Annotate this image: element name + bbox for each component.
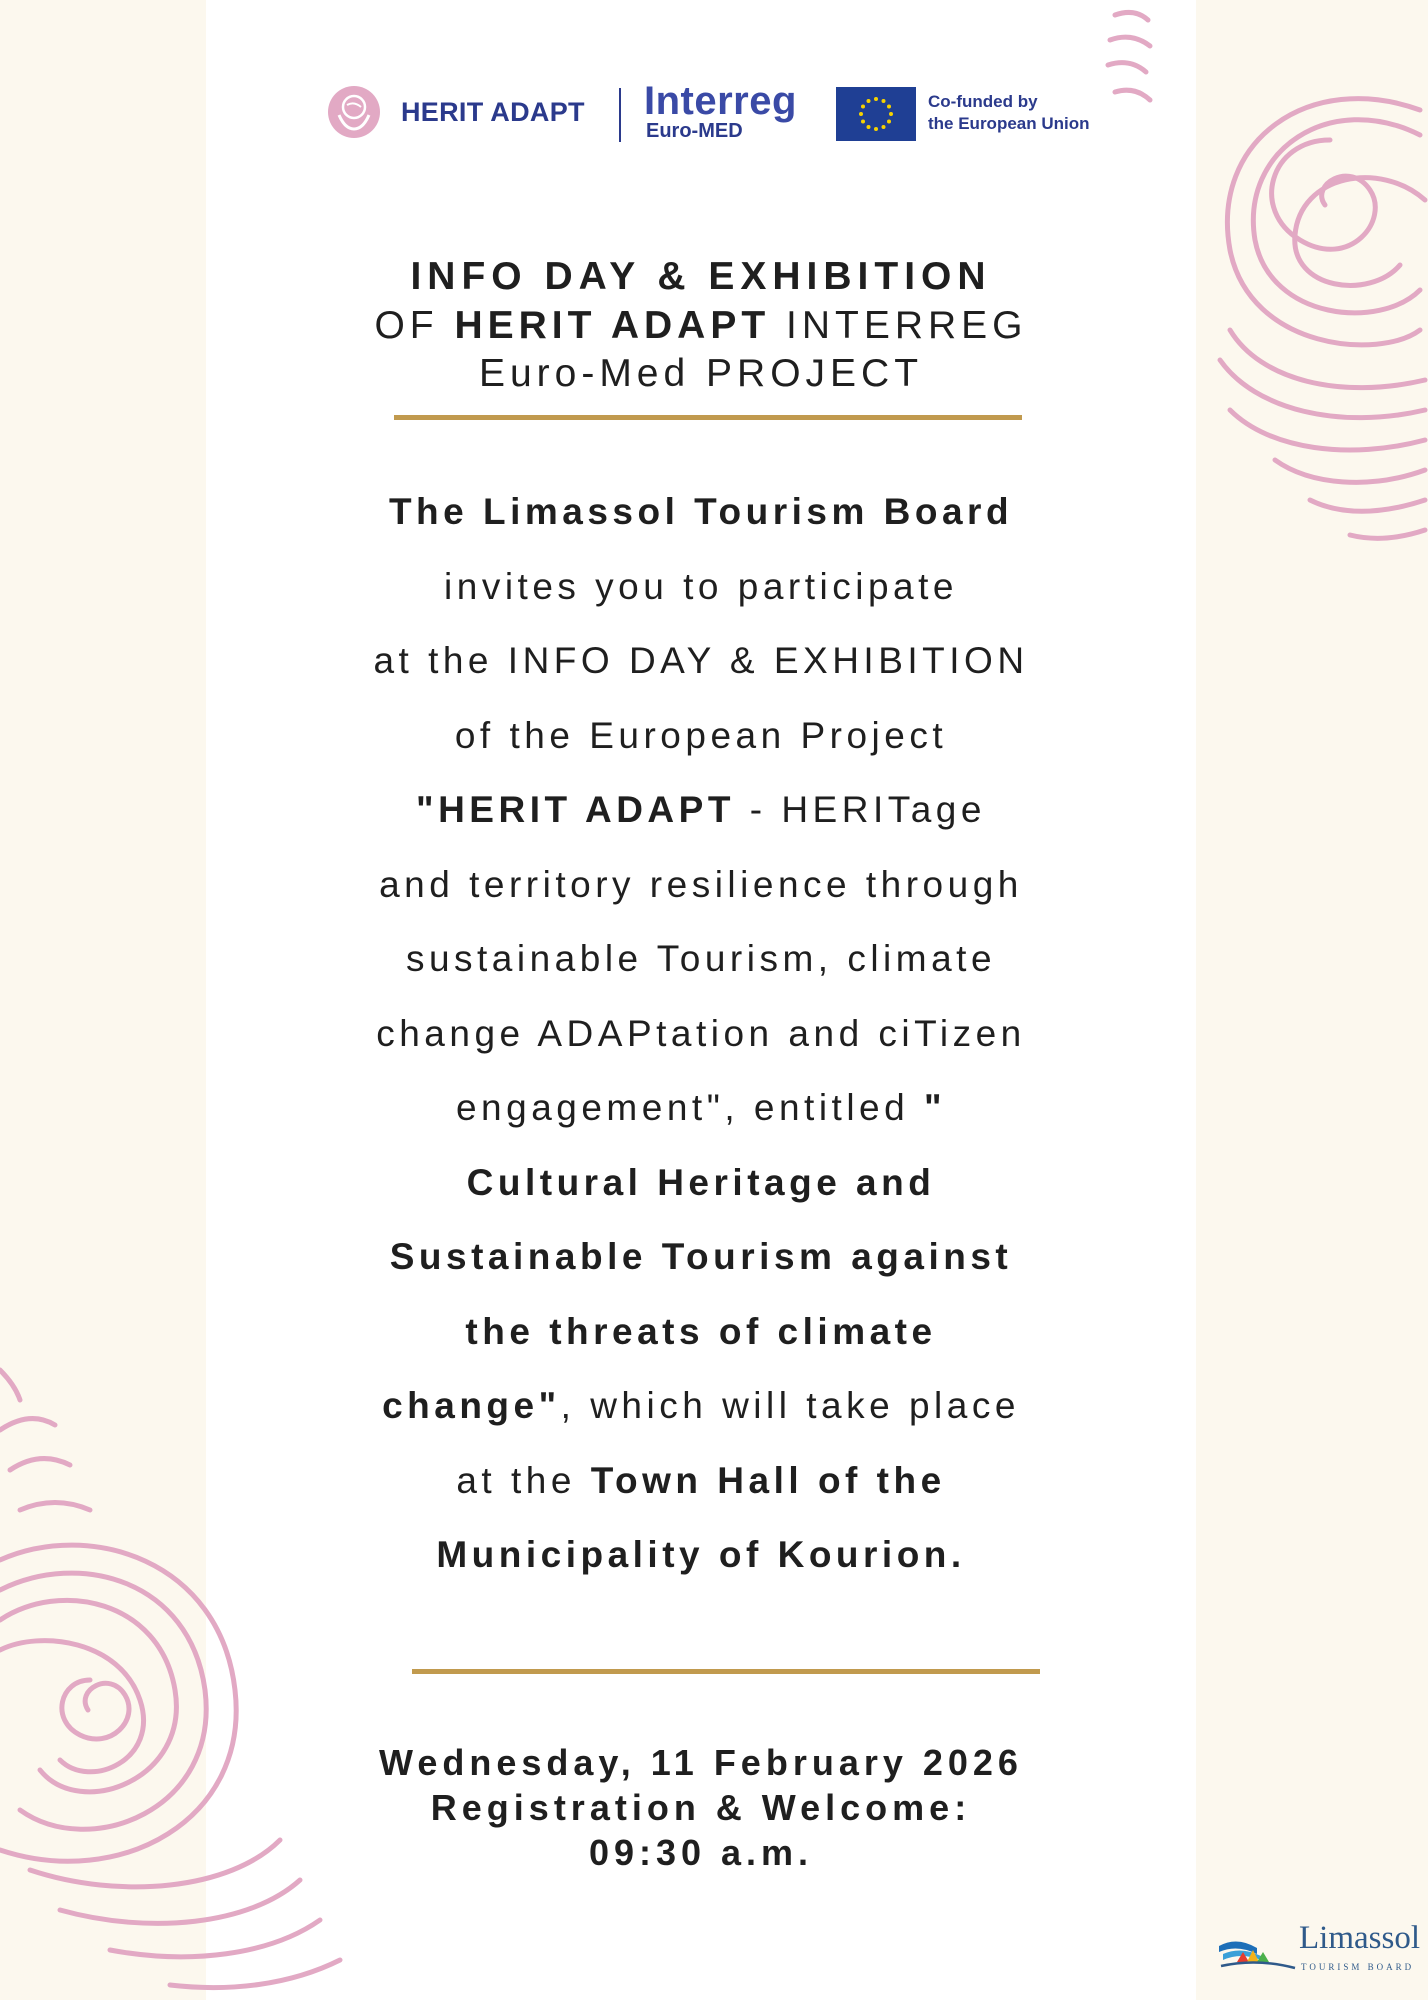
- body-line-12: [206, 1295, 1196, 1370]
- limassol-name: Limassol: [1299, 1920, 1420, 1956]
- title-line-2: [206, 302, 1196, 350]
- body-line-4: of the European Project: [454, 714, 948, 756]
- body-line-10: [206, 1146, 1196, 1221]
- partner-logos: [327, 79, 1107, 148]
- limassol-wave-icon: [1217, 1928, 1297, 1978]
- body-line-1-bold: The Limassol Tourism Board: [388, 491, 1014, 532]
- euromed-label: Euro-MED: [646, 120, 743, 142]
- title-line-2-bold: HERIT ADAPT: [454, 304, 771, 347]
- cofunded-line-2: the European Union: [928, 114, 1090, 133]
- event-date: Wednesday, 11 February 2026: [379, 1742, 1023, 1783]
- cofunded-text: [928, 91, 1090, 135]
- body-line-14-pre: at the: [456, 1459, 591, 1501]
- body-line-13-rest: , which will take place: [560, 1385, 1020, 1426]
- herit-adapt-logo: [327, 85, 585, 139]
- logo-separator: [619, 88, 621, 142]
- title-line-1: INFO DAY & EXHIBITION: [410, 255, 992, 298]
- eu-flag-icon: [836, 87, 916, 141]
- body-line-6: and territory resilience through: [379, 863, 1023, 905]
- body-line-3: at the INFO DAY & EXHIBITION: [373, 640, 1029, 681]
- body-line-9: [206, 1071, 1196, 1146]
- body-line-7: sustainable Tourism, climate: [405, 938, 997, 979]
- body-line-15: [206, 1518, 1196, 1593]
- title-line-2-pre: OF: [374, 304, 455, 347]
- limassol-tourism-board-logo: [1217, 1920, 1420, 1982]
- title-line-2-post: INTERREG: [770, 304, 1028, 347]
- body-line-5: [206, 773, 1196, 848]
- body-line-2: invites you to participate: [444, 565, 958, 607]
- herit-adapt-logo-icon: [327, 85, 381, 139]
- body-line-13-bold: change": [382, 1385, 561, 1426]
- interreg-logo: [644, 79, 834, 142]
- body-line-5-bold: "HERIT ADAPT: [416, 789, 735, 830]
- body-line-11: [206, 1220, 1196, 1295]
- body-line-13: [206, 1369, 1196, 1444]
- cofunded-line-1: Co-funded by: [928, 92, 1038, 111]
- body-line-14-bold: Town Hall of the: [590, 1459, 946, 1501]
- title-line-3: Euro-Med PROJECT: [478, 352, 924, 395]
- event-registration: Registration & Welcome:: [430, 1787, 972, 1828]
- divider-top: [394, 415, 1022, 420]
- body-line-8: change ADAPtation and ciTizen: [376, 1012, 1026, 1054]
- body-line-10-bold: Cultural Heritage and: [466, 1161, 936, 1203]
- divider-bottom: [412, 1669, 1040, 1674]
- body-line-9-pre: engagement", entitled: [455, 1087, 924, 1128]
- body-line-12-bold: the threats of climate: [465, 1310, 937, 1352]
- body-line-5-rest: - HERITage: [734, 789, 986, 830]
- body-line-14: [206, 1444, 1196, 1519]
- event-title: [206, 252, 1196, 398]
- herit-adapt-label: HERIT ADAPT: [401, 96, 585, 127]
- event-schedule: [206, 1740, 1196, 1875]
- invitation-body: [206, 475, 1196, 1593]
- body-line-9-bold: ": [923, 1087, 947, 1128]
- body-line-11-bold: Sustainable Tourism against: [389, 1236, 1013, 1277]
- body-line-1: [206, 475, 1196, 550]
- body-line-15-bold: Municipality of Kourion.: [436, 1534, 966, 1575]
- interreg-label: Interreg: [644, 79, 797, 123]
- limassol-subtitle: TOURISM BOARD: [1301, 1962, 1415, 1972]
- event-time: 09:30 a.m.: [588, 1832, 814, 1873]
